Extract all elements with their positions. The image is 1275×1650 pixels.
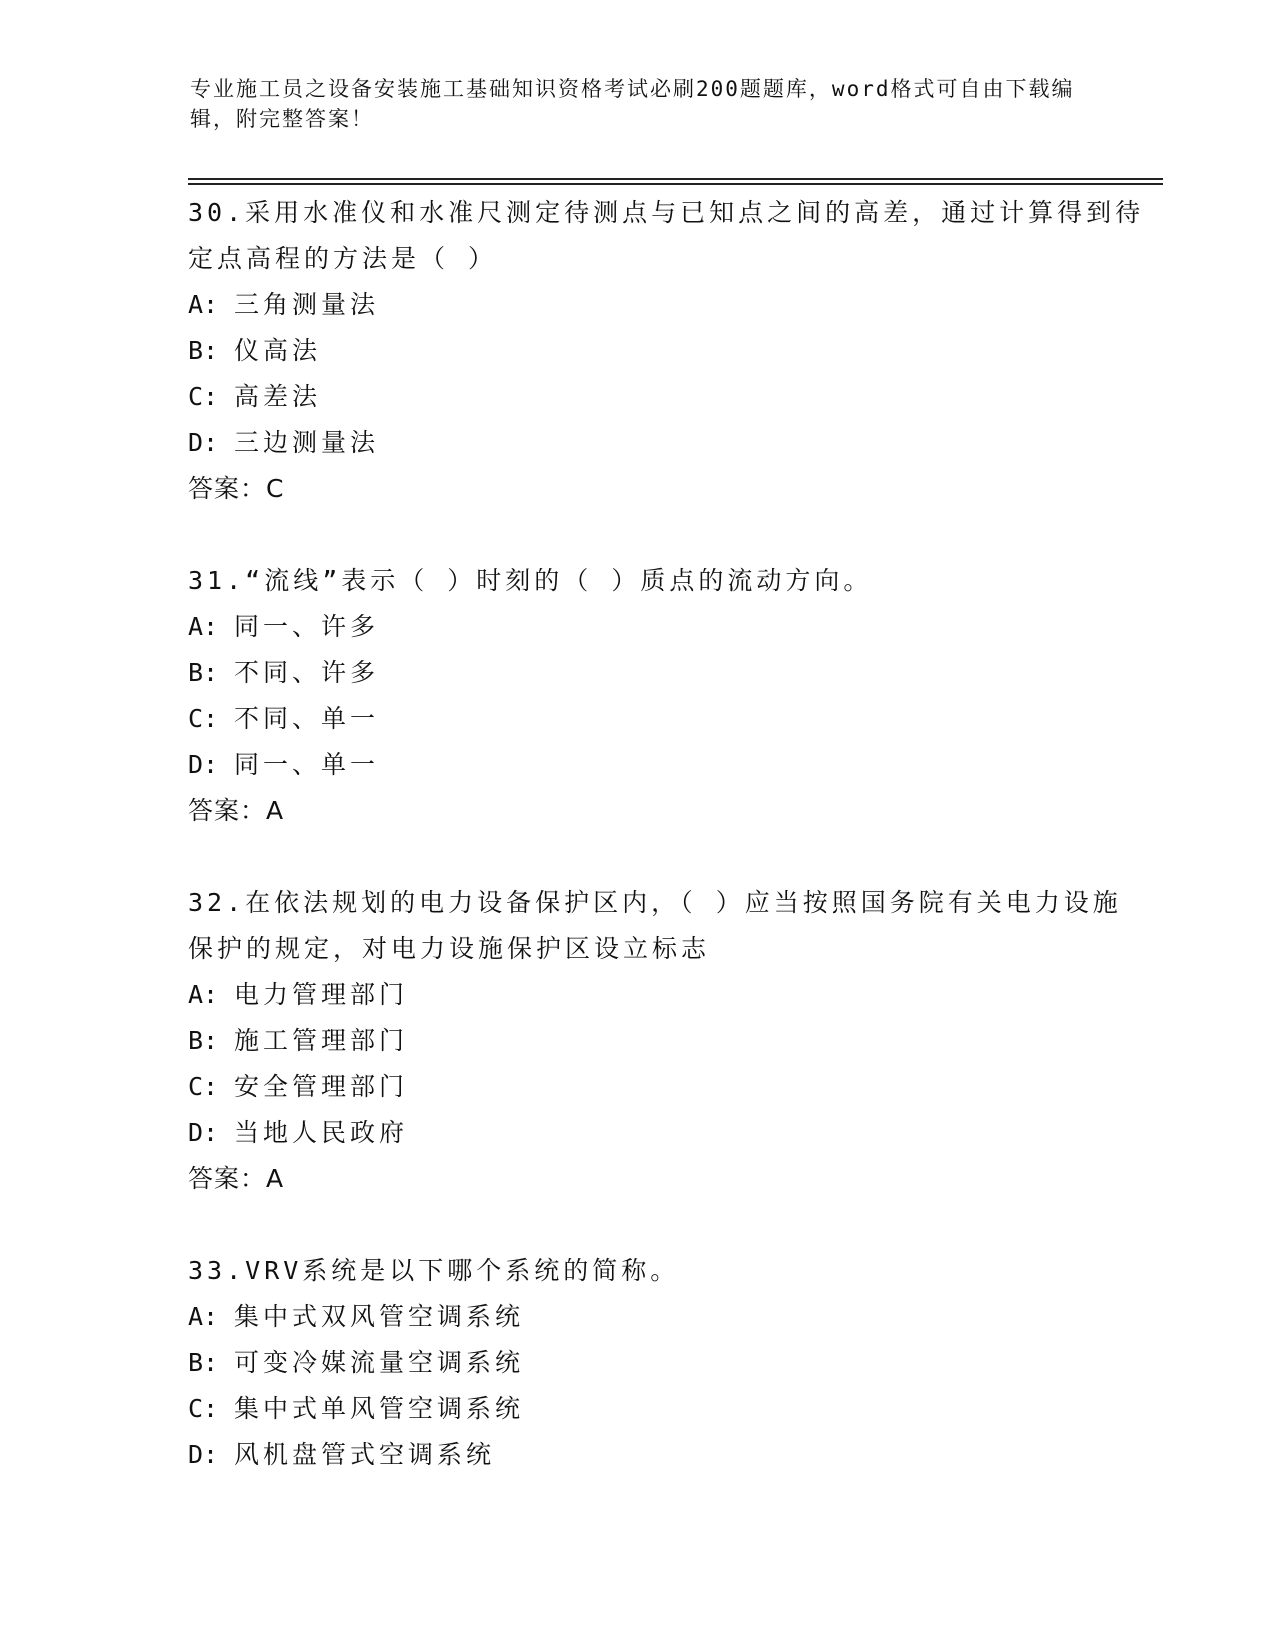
option-text: 当地人民政府: [234, 1118, 409, 1147]
option-letter: A:: [188, 1302, 219, 1331]
question-list: [188, 190, 1148, 1524]
option-text: 风机盘管式空调系统: [234, 1440, 496, 1469]
option-d: [188, 1432, 1148, 1478]
answer-value: C: [266, 474, 285, 503]
option-b: [188, 650, 1148, 696]
answer-line: [188, 788, 1148, 834]
answer-value: A: [266, 796, 285, 825]
option-a: [188, 972, 1148, 1018]
question-body: 采用水准仪和水准尺测定待测点与已知点之间的高差，通过计算得到待定点高程的方法是（ ）: [188, 198, 1145, 273]
option-c: [188, 374, 1148, 420]
option-letter: D:: [188, 1440, 219, 1469]
option-text: 仪高法: [234, 336, 322, 365]
option-b: [188, 1018, 1148, 1064]
answer-value: A: [266, 1164, 285, 1193]
option-text: 同一、单一: [234, 750, 380, 779]
answer-label: 答案：: [188, 796, 267, 825]
option-b: [188, 1340, 1148, 1386]
answer-label: 答案：: [188, 1164, 267, 1193]
option-letter: B:: [188, 658, 219, 687]
option-letter: D:: [188, 750, 219, 779]
question-body: “流线”表示（ ）时刻的（ ）质点的流动方向。: [245, 566, 873, 595]
question-number: 30.: [188, 198, 246, 227]
question-item: [188, 880, 1148, 1202]
option-text: 高差法: [234, 382, 322, 411]
option-letter: A:: [188, 290, 219, 319]
option-text: 同一、许多: [234, 612, 380, 641]
option-text: 不同、单一: [234, 704, 380, 733]
option-letter: C:: [188, 1394, 219, 1423]
option-c: [188, 1386, 1148, 1432]
option-letter: A:: [188, 612, 219, 641]
question-body: VRV系统是以下哪个系统的简称。: [245, 1256, 680, 1285]
option-b: [188, 328, 1148, 374]
question-text: [188, 1248, 1148, 1294]
option-d: [188, 1110, 1148, 1156]
answer-line: [188, 466, 1148, 512]
option-text: 集中式双风管空调系统: [234, 1302, 525, 1331]
answer-label: 答案：: [188, 474, 267, 503]
option-c: [188, 696, 1148, 742]
question-text: [188, 880, 1148, 972]
header-divider-secondary: [188, 183, 1163, 185]
option-letter: B:: [188, 336, 219, 365]
question-body: 在依法规划的电力设备保护区内，（ ）应当按照国务院有关电力设施保护的规定，对电力设施保护区设立标志: [188, 888, 1122, 963]
document-header: 专业施工员之设备安装施工基础知识资格考试必刷200题题库，word格式可自由下载编辑，附完整答案！: [190, 77, 1075, 131]
question-item: [188, 1248, 1148, 1478]
question-number: 31.: [188, 566, 246, 595]
option-text: 施工管理部门: [234, 1026, 409, 1055]
option-text: 安全管理部门: [234, 1072, 409, 1101]
option-a: [188, 604, 1148, 650]
header-divider: [188, 178, 1163, 180]
option-letter: A:: [188, 980, 219, 1009]
question-number: 33.: [188, 1256, 246, 1285]
option-d: [188, 742, 1148, 788]
option-text: 可变冷媒流量空调系统: [234, 1348, 525, 1377]
option-d: [188, 420, 1148, 466]
option-letter: D:: [188, 1118, 219, 1147]
option-letter: C:: [188, 1072, 219, 1101]
option-c: [188, 1064, 1148, 1110]
option-a: [188, 1294, 1148, 1340]
option-letter: C:: [188, 704, 219, 733]
option-text: 集中式单风管空调系统: [234, 1394, 525, 1423]
option-letter: D:: [188, 428, 219, 457]
answer-line: [188, 1156, 1148, 1202]
option-letter: C:: [188, 382, 219, 411]
option-a: [188, 282, 1148, 328]
option-text: 三角测量法: [234, 290, 380, 319]
option-text: 三边测量法: [234, 428, 380, 457]
question-item: [188, 190, 1148, 512]
question-number: 32.: [188, 888, 246, 917]
question-item: [188, 558, 1148, 834]
question-text: [188, 558, 1148, 604]
option-letter: B:: [188, 1348, 219, 1377]
question-text: [188, 190, 1148, 282]
option-letter: B:: [188, 1026, 219, 1055]
option-text: 不同、许多: [234, 658, 380, 687]
option-text: 电力管理部门: [234, 980, 409, 1009]
